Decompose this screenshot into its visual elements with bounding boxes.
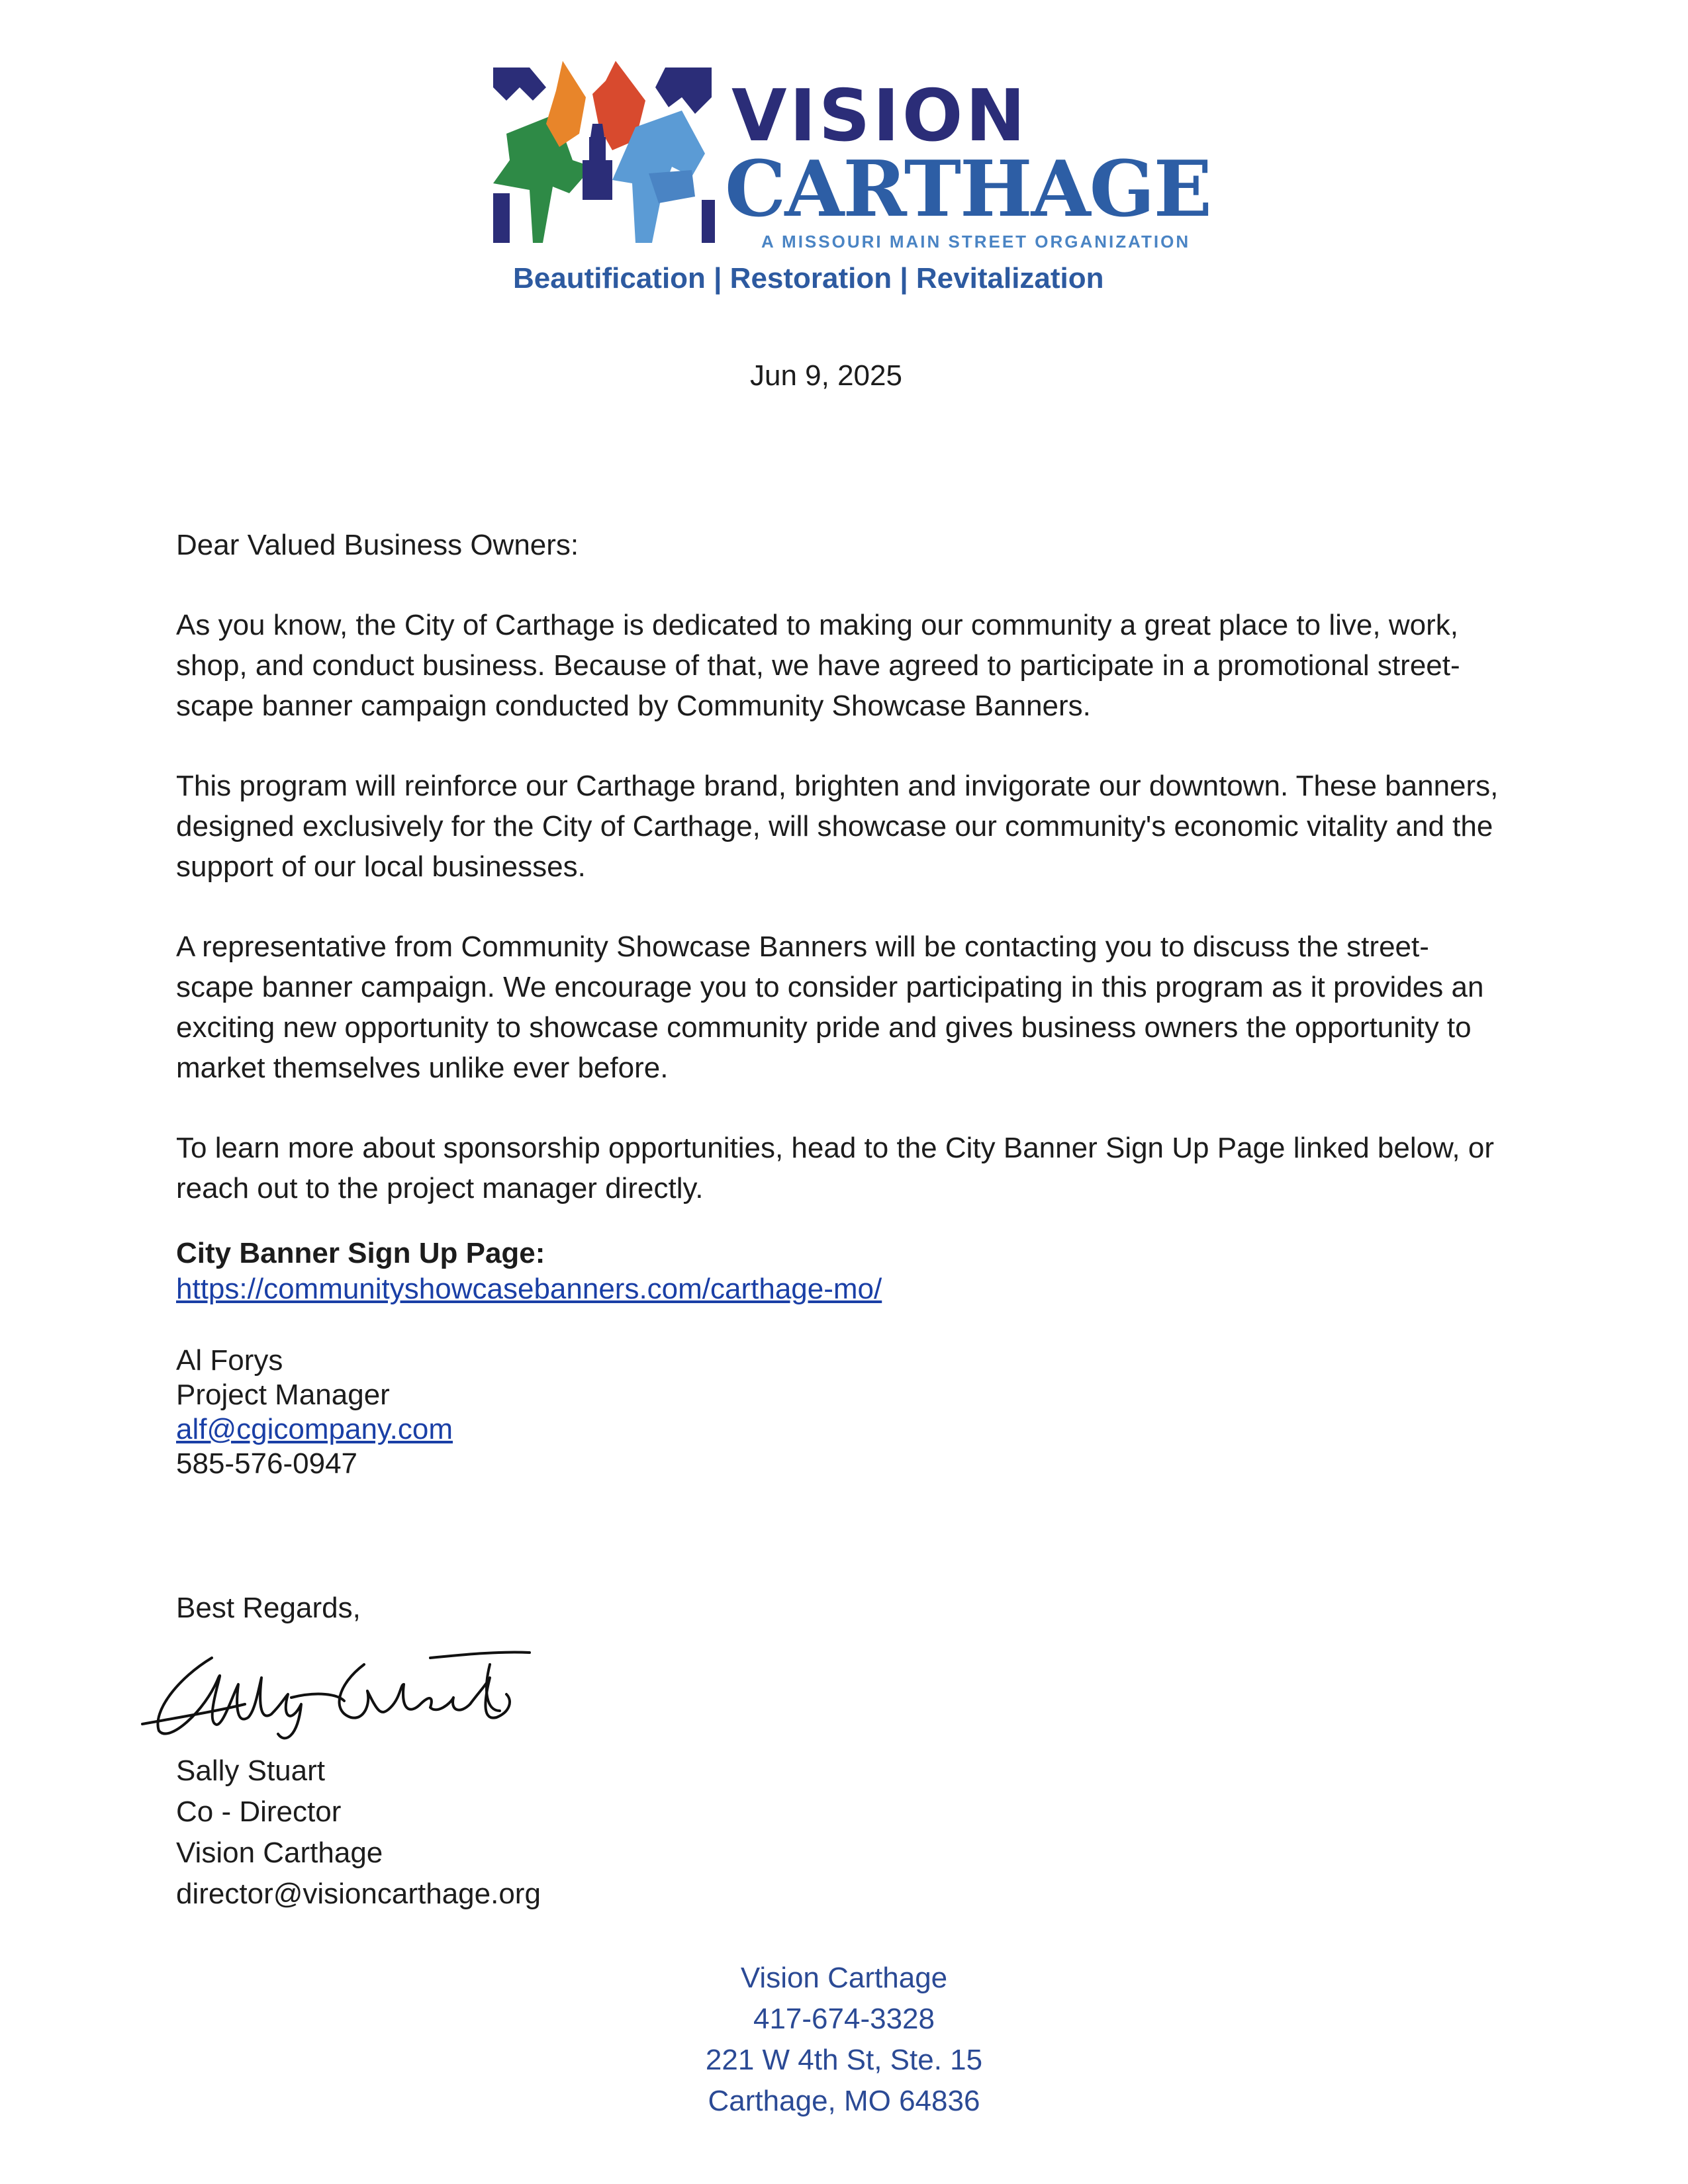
letter-date: Jun 9, 2025 [750, 359, 902, 392]
body-paragraph: To learn more about sponsorship opportunities, head to the City Banner Sign Up Page linked below, or reach out to the project manager directly. [176, 1132, 1494, 1205]
signer-organization: Vision Carthage [176, 1837, 383, 1869]
project-manager-phone: 585-576-0947 [176, 1447, 358, 1480]
handwritten-signature [139, 1638, 536, 1744]
logo-tagline: Beautification | Restoration | Revitalization [513, 262, 1104, 295]
footer-street-address: 221 W 4th St, Ste. 15 [705, 2044, 983, 2076]
logo-subtitle: A MISSOURI MAIN STREET ORGANIZATION [761, 232, 1191, 251]
footer-phone: 417-674-3328 [753, 2003, 935, 2035]
salutation: Dear Valued Business Owners: [176, 529, 579, 561]
signer-name: Sally Stuart [176, 1754, 325, 1787]
body-paragraph: A representative from Community Showcase Banners will be contacting you to discuss the street-scape banner campaign. We encourage you to consider participating in this program as it provides an exciting new opportunity to showcase community pride and gives business owners the opportunity to market themselves unlike ever before. [176, 931, 1484, 1084]
project-manager-name: Al Forys [176, 1344, 283, 1377]
logo-title-vision: VISION [731, 75, 1028, 158]
logo-title-carthage: CARTHAGE [725, 144, 1211, 234]
project-manager-title: Project Manager [176, 1379, 390, 1411]
signer-title: Co - Director [176, 1796, 342, 1828]
signup-heading: City Banner Sign Up Page: [176, 1237, 545, 1269]
project-manager-email-link[interactable]: alf@cgicompany.com [176, 1413, 453, 1445]
body-paragraph: This program will reinforce our Carthage brand, brighten and invigorate our downtown. These banners, designed exclusively for the City of Carthage, will showcase our community's economic vitality and the support of our local businesses. [176, 770, 1499, 883]
closing: Best Regards, [176, 1592, 361, 1624]
vision-carthage-logo-icon [493, 61, 718, 250]
body-paragraph: As you know, the City of Carthage is dedicated to making our community a great place to live, work, shop, and conduct business. Because of that, we have agreed to participate in a promotional street-scape banner campaign conducted by Community Showcase Banners. [176, 609, 1460, 722]
signup-page-link[interactable]: https://communityshowcasebanners.com/carthage-mo/ [176, 1273, 882, 1305]
footer-city-state-zip: Carthage, MO 64836 [708, 2085, 980, 2117]
footer-organization: Vision Carthage [740, 1962, 948, 1994]
signer-email: director@visioncarthage.org [176, 1878, 541, 1910]
